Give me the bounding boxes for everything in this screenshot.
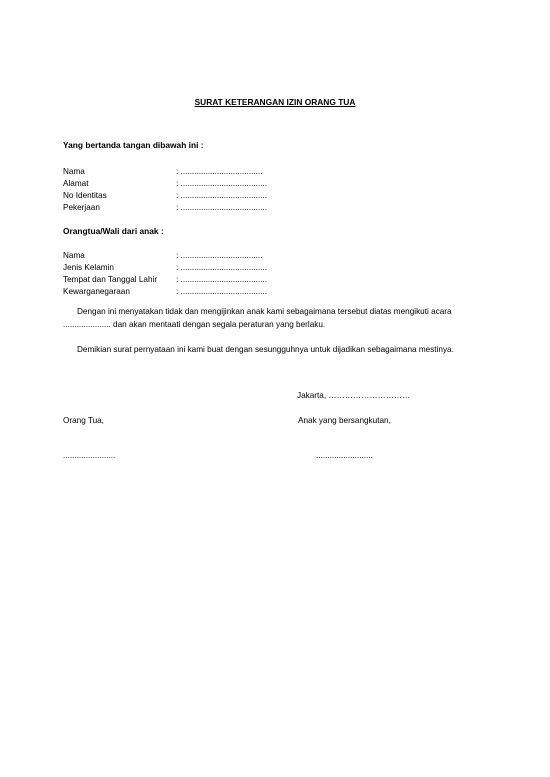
field-value: : ...................................... (176, 263, 267, 272)
field-label: Pekerjaan (63, 203, 100, 212)
field-value: : ...................................... (176, 191, 267, 200)
section2-field-ttl (63, 274, 267, 285)
field-label: Kewarganegaraan (63, 287, 130, 296)
section2-field-jenis-kelamin (63, 262, 267, 273)
field-label: Alamat (63, 179, 89, 188)
section1-heading: Yang bertanda tangan dibawah ini : (63, 140, 204, 150)
field-value: : ...................................... (176, 179, 267, 188)
field-label: Jenis Kelamin (63, 263, 114, 272)
section2-heading: Orangtua/Wali dari anak : (63, 226, 164, 236)
field-value: : ...................................... (176, 287, 267, 296)
statement-text: Dengan ini menyatakan tidak dan mengijinkan anak kami sebagaimana tersebut diatas mengikuti acara ..................... dan akan mentaati dengan segala peraturan yang berlaku. (63, 307, 452, 329)
field-value: : .................................... (176, 167, 263, 176)
section1-field-pekerjaan (63, 202, 267, 213)
section2-field-nama (63, 250, 262, 261)
closing-text: Demikian surat pernyataan ini kami buat dengan sesungguhnya untuk dijadikan sebagaimana mestinya. (77, 345, 454, 354)
field-label: Nama (63, 167, 85, 176)
statement-paragraph (63, 306, 483, 331)
section1-field-no-identitas (63, 190, 267, 201)
section1-field-alamat (63, 178, 267, 189)
field-value: : .................................... (176, 251, 263, 260)
closing-paragraph (63, 344, 483, 357)
place-date: Jakarta, ………………………… (297, 391, 411, 400)
child-signature-line: ......................... (316, 451, 373, 460)
field-value: : ...................................... (176, 203, 267, 212)
field-value: : ...................................... (176, 275, 267, 284)
field-label: Tempat dan Tanggal Lahir (63, 275, 158, 284)
field-label: Nama (63, 251, 85, 260)
parent-signature-line: ....................... (63, 451, 116, 460)
section2-field-kewarganegaraan (63, 286, 267, 297)
section1-field-nama (63, 166, 262, 177)
child-signature-label: Anak yang bersangkutan, (298, 416, 391, 425)
field-label: No Identitas (63, 191, 107, 200)
document-title: SURAT KETERANGAN IZIN ORANG TUA (194, 97, 356, 107)
parent-signature-label: Orang Tua, (63, 416, 104, 425)
